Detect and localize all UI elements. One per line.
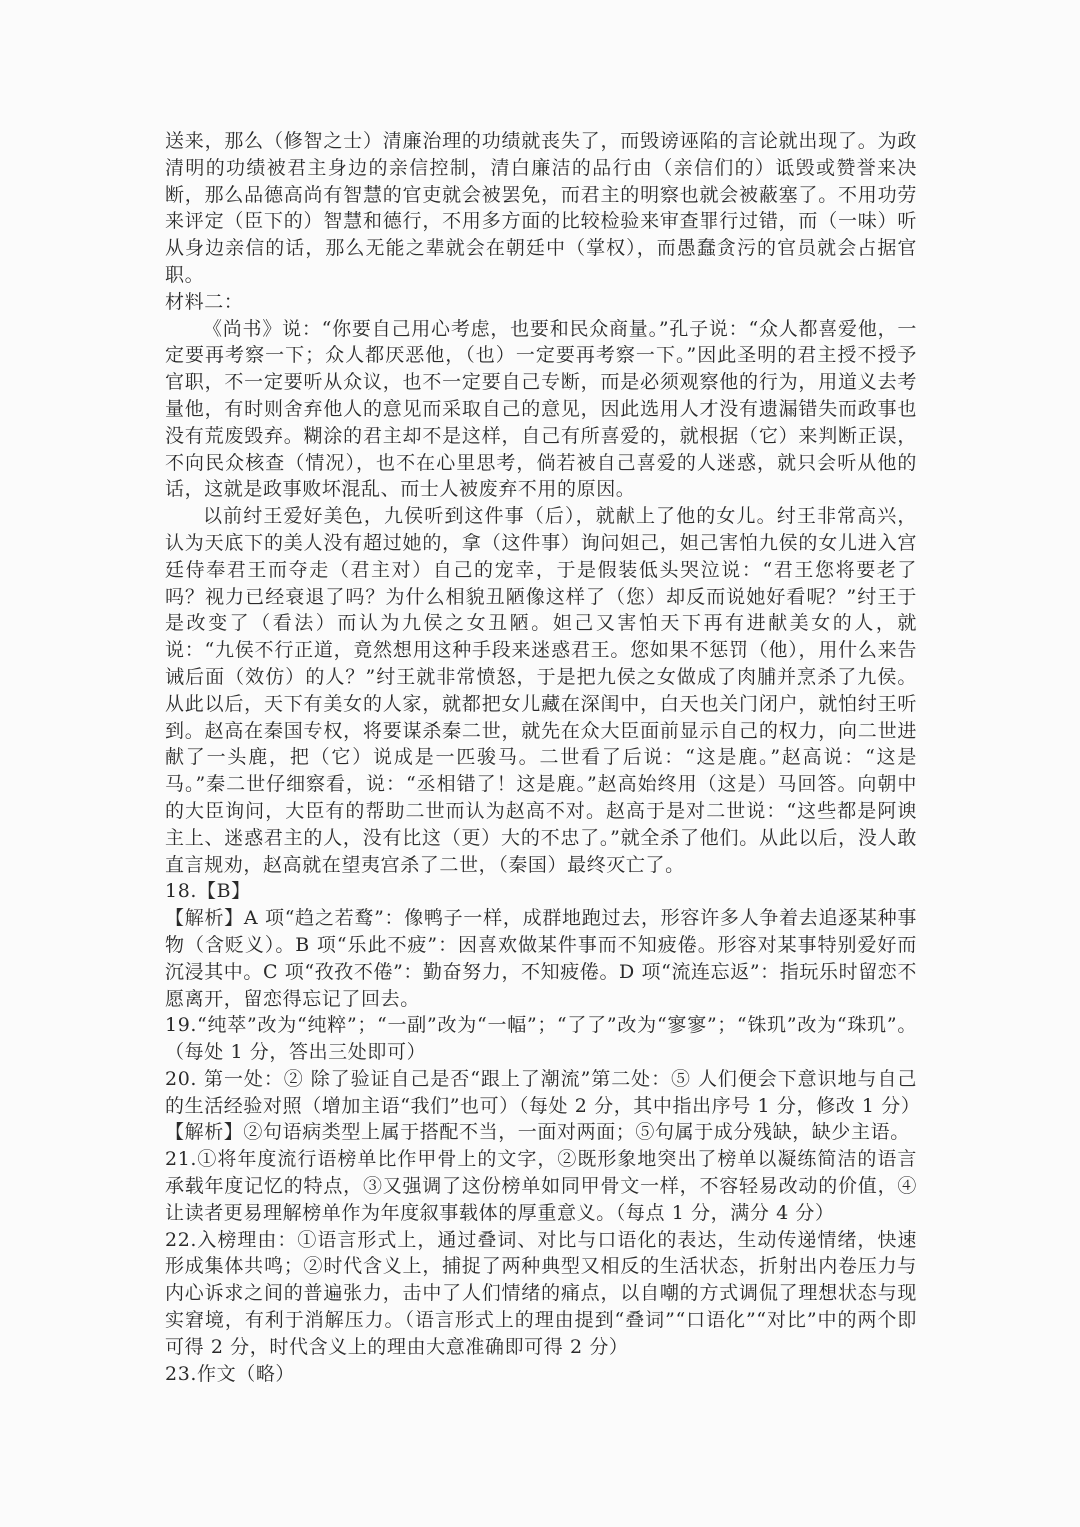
translation-paragraph-1: 送来，那么（修智之士）清廉治理的功绩就丧失了，而毁谤诬陷的言论就出现了。为政清明的功绩被君主身边的亲信控制，清白廉洁的品行由（亲信们的）诋毁或赞誉来决断，那么品德高尚有智慧的官吏就会被罢免，而君主的明察也就会被蔽塞了。不用功劳来评定（臣下的）智慧和德行，不用多方面的比较检验来审查罪行过错，而（一味）听从身边亲信的话，那么无能之辈就会在朝廷中（掌权），而愚蠢贪污的官员就会占据官职。 xyxy=(165,130,917,286)
answer-23: 23.作文（略） xyxy=(165,1362,296,1385)
answer-18: 18.【B】 xyxy=(165,880,251,903)
answer-20: 20. 第一处：② 除了验证自己是否“跟上了潮流”第二处：⑤ 人们便会下意识地与自己的生活经验对照（增加主语“我们”也可）（每处 2 分，其中指出序号 1 分，修改 1 分） xyxy=(165,1067,921,1117)
answer-21: 21.①将年度流行语榜单比作甲骨上的文字，②既形象地突出了榜单以凝练简洁的语言承载年度记忆的特点，③又强调了这份榜单如同甲骨文一样，不容轻易改动的价值，④让读者更易理解榜单作为年度叙事载体的厚重意义。（每点 1 分，满分 4 分） xyxy=(165,1148,917,1224)
answer-22: 22.入榜理由：①语言形式上，通过叠词、对比与口语化的表达，生动传递情绪，快速形成集体共鸣；②时代含义上，捕捉了两种典型又相反的生活状态，折射出内卷压力与内心诉求之间的普遍张力，击中了人们情绪的痛点，以自嘲的方式调侃了理想状态与现实窘境，有利于消解压力。（语言形式上的理由提到“叠词”“口语化”“对比”中的两个即可得 2 分，时代含义上的理由大意准确即可得 2 分） xyxy=(165,1228,917,1358)
analysis-20: 【解析】②句语病类型上属于搭配不当，一面对两面；⑤句属于成分残缺，缺少主语。 xyxy=(165,1121,910,1144)
translation-paragraph-3: 以前纣王爱好美色，九侯听到这件事（后），就献上了他的女儿。纣王非常高兴，认为天底下的美人没有超过她的，拿（这件事）询问妲己，妲己害怕九侯的女儿进入宫廷侍奉君王而夺走（君主对）自己的宠幸，于是假装低头哭泣说：“君王您将要老了吗？视力已经衰退了吗？为什么相貌丑陋像这样了（您）却反而说她好看呢？”纣王于是改变了（看法）而认为九侯之女丑陋。妲己又害怕天下再有进献美女的人，就说：“九侯不行正道，竟然想用这种手段来迷惑君王。您如果不惩罚（他），用什么来告诫后面（效仿）的人？”纣王就非常愤怒，于是把九侯之女做成了肉脯并烹杀了九侯。从此以后，天下有美女的人家，就都把女儿藏在深闺中，白天也关门闭户，就怕纣王听到。赵高在秦国专权，将要谋杀秦二世，就先在众大臣面前显示自己的权力，向二世进献了一头鹿，把（它）说成是一匹骏马。二世看了后说：“这是鹿。”赵高说：“这是马。”秦二世仔细察看，说：“丞相错了！这是鹿。”赵高始终用（这是）马回答。向朝中的大臣询问，大臣有的帮助二世而认为赵高不对。赵高于是对二世说：“这些都是阿谀主上、迷惑君主的人，没有比这（更）大的不忠了。”就全杀了他们。从此以后，没人敢直言规劝，赵高就在望夷宫杀了二世，（秦国）最终灭亡了。 xyxy=(165,505,917,876)
answer-19: 19.“纯萃”改为“纯粹”；“一副”改为“一幅”；“了了”改为“寥寥”；“铢玑”改为“珠玑”。（每处 1 分，答出三处即可） xyxy=(165,1014,917,1064)
material-two-heading: 材料二： xyxy=(165,290,244,313)
translation-paragraph-2: 《尚书》说：“你要自己用心考虑，也要和民众商量。”孔子说：“众人都喜爱他，一定要再考察一下；众人都厌恶他，（也）一定要再考察一下。”因此圣明的君主授不授予官职，不一定要听从众议，也不一定要自己专断，而是必须观察他的行为，用道义去考量他，有时则舍弃他人的意见而采取自己的意见，因此选用人才没有遗漏错失而政事也没有荒废毁弃。糊涂的君主却不是这样，自己有所喜爱的，就根据（它）来判断正误，不向民众核查（情况），也不在心里思考，倘若被自己喜爱的人迷惑，就只会听从他的话，这就是政事败坏混乱、而士人被废弃不用的原因。 xyxy=(165,317,917,501)
analysis-18: 【解析】A 项“趋之若鹜”：像鸭子一样，成群地跑过去，形容许多人争着去追逐某种事物（含贬义）。B 项“乐此不疲”：因喜欢做某件事而不知疲倦。形容对某事特别爱好而沉浸其中。C 项“孜孜不倦”：勤奋努力，不知疲倦。D 项“流连忘返”：指玩乐时留恋不愿离开，留恋得忘记了回去。 xyxy=(165,907,917,1010)
document-body xyxy=(165,128,921,1387)
